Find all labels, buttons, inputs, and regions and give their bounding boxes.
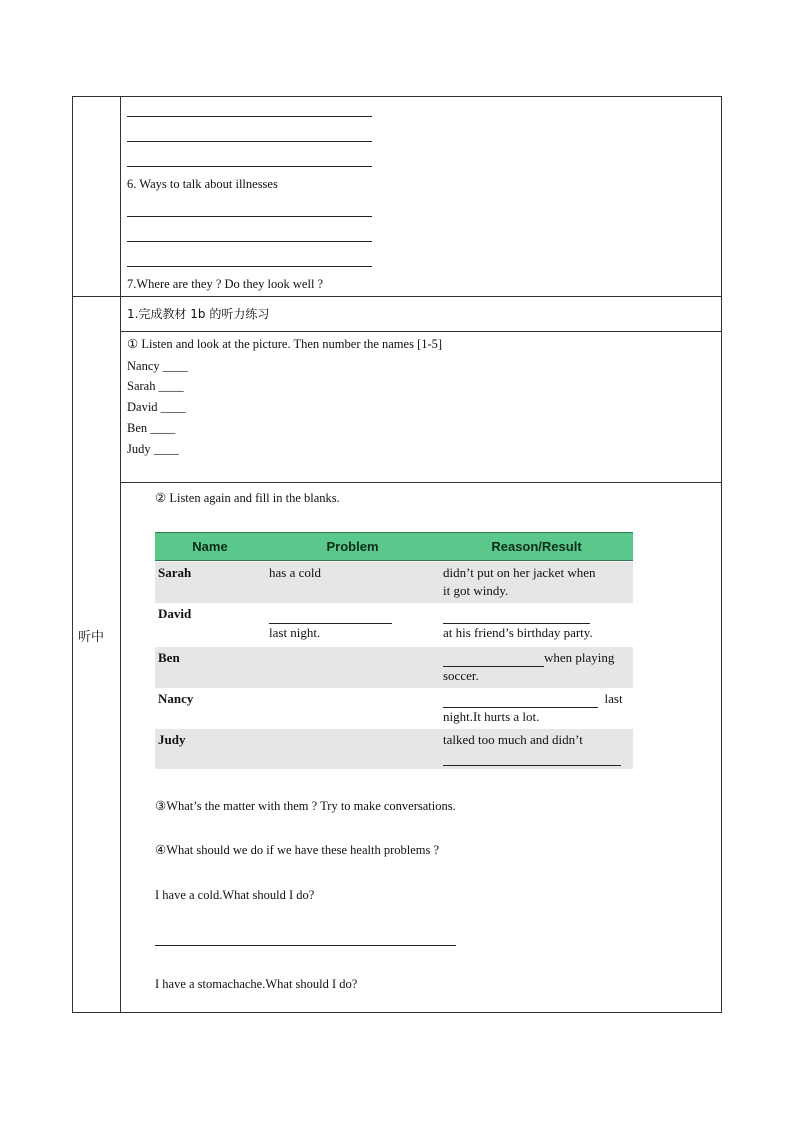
column-divider bbox=[120, 96, 121, 1013]
question-stomachache: I have a stomachache.What should I do? bbox=[155, 977, 358, 991]
item-7-label: 7.Where are they ? Do they look well ? bbox=[127, 277, 324, 291]
row-divider-part1 bbox=[120, 482, 722, 483]
row-problem: last night. bbox=[269, 625, 321, 640]
row-reason-line2: at his friend’s birthday party. bbox=[443, 625, 593, 640]
part-2-instruction: ② Listen again and fill in the blanks. bbox=[155, 491, 340, 505]
row-reason-line2: soccer. bbox=[443, 668, 479, 683]
answer-line[interactable] bbox=[127, 266, 372, 267]
header-reason: Reason/Result bbox=[491, 539, 582, 554]
table-row bbox=[155, 603, 633, 647]
part-1-instruction: ① Listen and look at the picture. Then number the names [1-5] bbox=[127, 337, 443, 351]
part-4-instruction: ④What should we do if we have these health problems ? bbox=[155, 843, 440, 857]
answer-line[interactable] bbox=[155, 945, 456, 946]
table-header-row bbox=[155, 532, 633, 561]
row-name: Judy bbox=[158, 732, 186, 747]
answer-line[interactable] bbox=[127, 141, 372, 142]
row-name: David bbox=[158, 606, 192, 621]
name-item-sarah: Sarah ____ bbox=[127, 379, 184, 393]
row-name: Ben bbox=[158, 650, 180, 665]
row-reason-line2: night.It hurts a lot. bbox=[443, 709, 540, 724]
answer-blank[interactable] bbox=[443, 693, 598, 708]
table-row bbox=[155, 729, 633, 769]
answer-line[interactable] bbox=[127, 116, 372, 117]
answer-line[interactable] bbox=[443, 765, 621, 766]
row-reason-line1 bbox=[443, 690, 623, 708]
row-divider-top-section bbox=[72, 296, 722, 297]
header-name: Name bbox=[192, 539, 228, 554]
row-name: Sarah bbox=[158, 565, 192, 580]
row-divider-task1 bbox=[120, 331, 722, 332]
question-cold: I have a cold.What should I do? bbox=[155, 888, 315, 902]
answer-line[interactable] bbox=[127, 166, 372, 167]
reason-text: when playing bbox=[544, 650, 615, 665]
table-row bbox=[155, 647, 633, 688]
row-name: Nancy bbox=[158, 691, 194, 706]
row-reason-line1 bbox=[443, 649, 614, 667]
part-3-instruction: ③What’s the matter with them ? Try to make conversations. bbox=[155, 799, 456, 813]
task-1-label: 1.完成教材 1b 的听力练习 bbox=[127, 307, 270, 321]
row-reason-line1: talked too much and didn’t bbox=[443, 732, 583, 747]
name-item-judy: Judy ____ bbox=[127, 442, 179, 456]
row-problem: has a cold bbox=[269, 565, 321, 580]
table-row bbox=[155, 688, 633, 729]
name-item-david: David ____ bbox=[127, 400, 186, 414]
answer-line[interactable] bbox=[127, 241, 372, 242]
reason-text: last bbox=[604, 691, 623, 706]
name-item-ben: Ben ____ bbox=[127, 421, 176, 435]
table-row bbox=[155, 562, 633, 603]
name-item-nancy: Nancy ____ bbox=[127, 359, 188, 373]
listening-fill-table bbox=[155, 532, 633, 769]
answer-blank[interactable] bbox=[443, 652, 544, 667]
row-reason-line1: didn’t put on her jacket when bbox=[443, 565, 596, 580]
row-reason-line2: it got windy. bbox=[443, 583, 509, 598]
item-6-label: 6. Ways to talk about illnesses bbox=[127, 177, 278, 191]
section-label: 听中 bbox=[78, 630, 105, 645]
answer-line[interactable] bbox=[127, 216, 372, 217]
header-problem: Problem bbox=[326, 539, 379, 554]
